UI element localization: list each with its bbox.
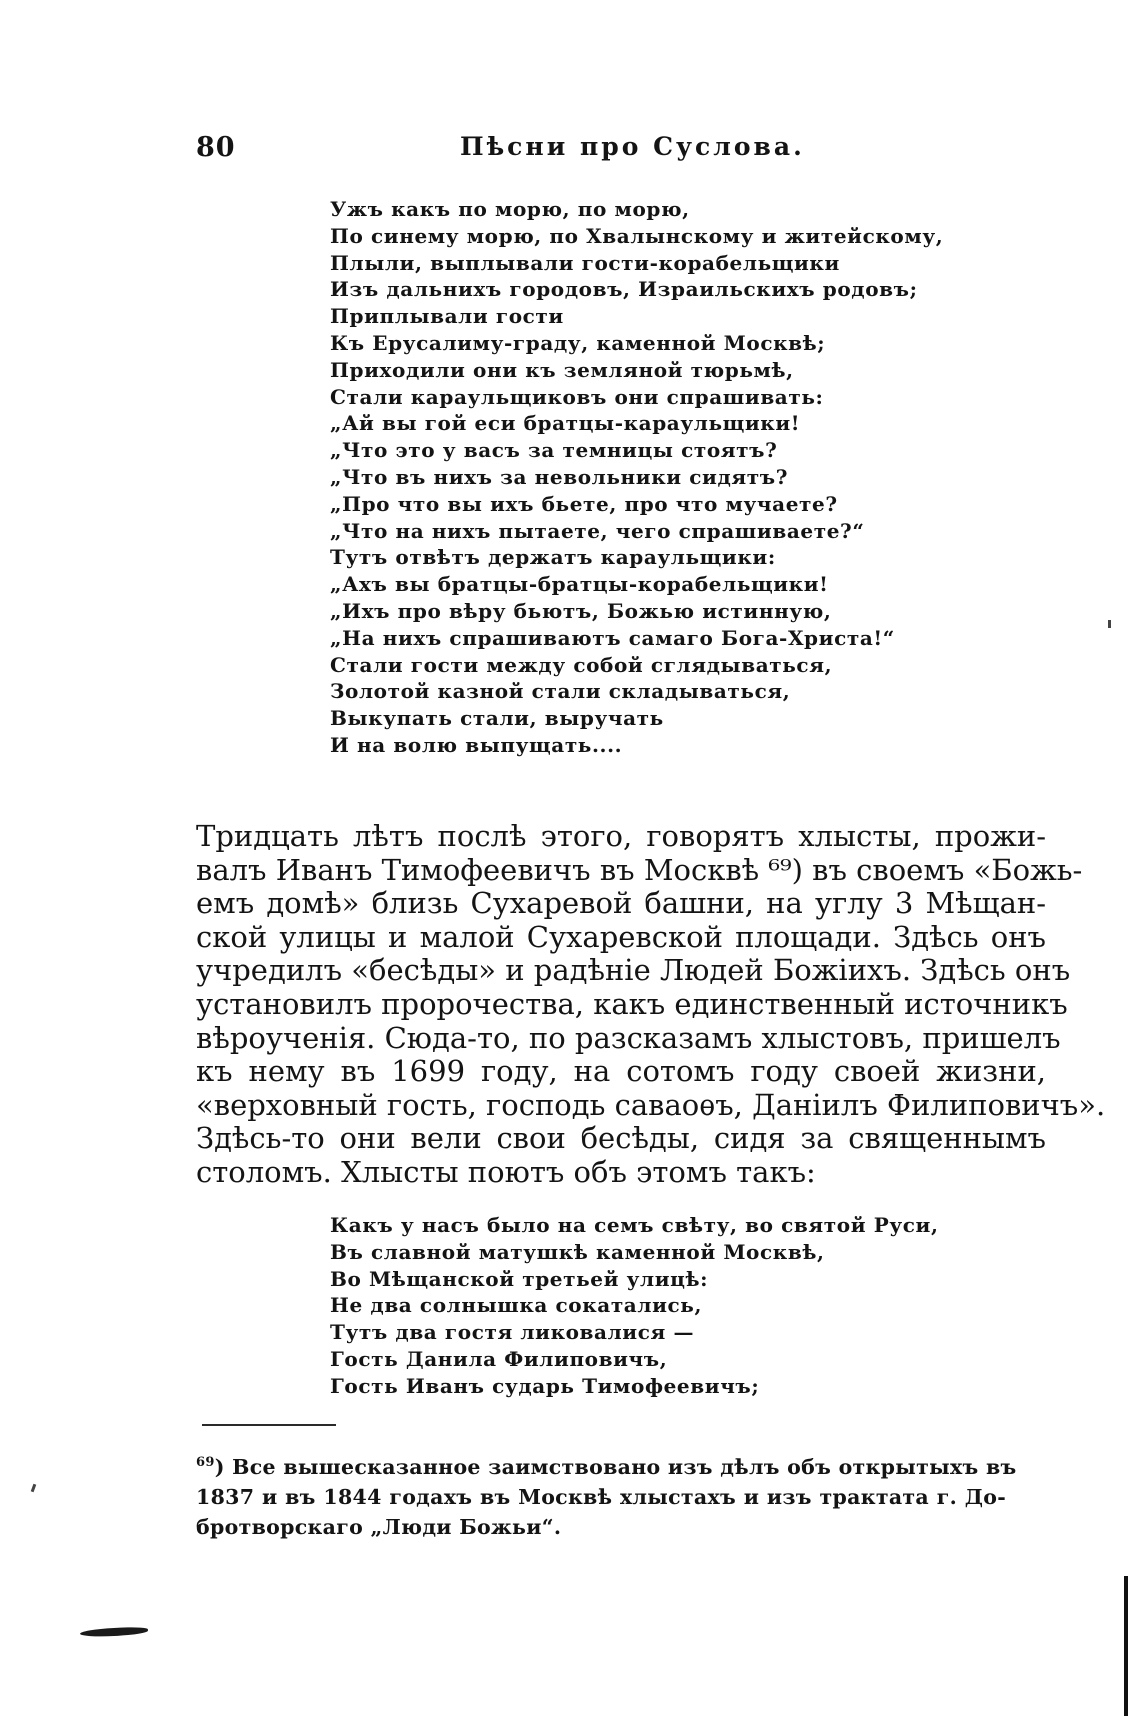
footnote-line [196,1452,1017,1482]
poem-line: Изъ дальнихъ городовъ, Израильскихъ родовъ; [330,277,918,302]
ink-smudge [80,1626,148,1638]
poem-line: Во Мѣщанской третьей улицѣ: [330,1266,709,1291]
poem-line: Стали гости между собой сглядываться, [330,652,833,677]
poem-line: Тутъ два гостя ликовалися — [330,1320,695,1345]
poem-line: „Что въ нихъ за невольники сидятъ? [330,464,789,489]
ink-speck [1108,620,1111,628]
poem-line: Стали караульщиковъ они спрашивать: [330,384,824,409]
poem-stanza-2 [330,1212,939,1400]
poem-line: Приходили они къ земляной тюрьмѣ, [330,357,794,382]
poem-line: „Что на нихъ пытаете, чего спрашиваете?“ [330,518,865,543]
footnote-divider [202,1424,336,1426]
poem-line: Выкупать стали, выручать [330,706,664,731]
paragraph-line: учредилъ «бесѣды» и радѣніе Людей Божіихъ. Здѣсь онъ [196,953,1071,988]
poem-line: Въ славной матушкѣ каменной Москвѣ, [330,1239,825,1264]
running-title: Пѣсни про Суслова. [460,132,805,161]
poem-line: „На нихъ спрашиваютъ самаго Бога-Христа!“ [330,625,895,650]
page-edge-shadow [1124,1576,1128,1716]
paragraph-line: вѣроученія. Сюда-то, по разсказамъ хлыстовъ, пришелъ [196,1020,1061,1055]
footnote-line: 1837 и въ 1844 годахъ въ Москвѣ хлыстахъ и изъ трактата г. До- [196,1485,1006,1509]
poem-line: „Что это у васъ за темницы стоятъ? [330,438,778,463]
poem-line: Гость Иванъ сударь Тимофеевичъ; [330,1373,760,1398]
paragraph-line: валъ Иванъ Тимофеевичъ въ Москвѣ ⁶⁹) въ своемъ «Божь- [196,852,1083,887]
paragraph-line: къ нему въ 1699 году, на сотомъ году своей жизни, [196,1054,1046,1089]
poem-line: Гость Данила Филиповичъ, [330,1346,668,1371]
poem-line: Не два солнышка сокатались, [330,1293,703,1318]
poem-line: Золотой казной стали складываться, [330,679,791,704]
footnote-line: бротворскаго „Люди Божьи“. [196,1515,562,1539]
poem-line: „Ахъ вы братцы-братцы-корабельщики! [330,572,829,597]
paragraph-line: «верховный гость, господь саваоѳъ, Даніилъ Филиповичъ». [196,1087,1106,1122]
poem-line: Какъ у насъ было на семъ свѣту, во святой Руси, [330,1213,939,1237]
footnote-marker: 69 [196,1455,215,1471]
poem-line: И на волю выпущать.... [330,732,623,757]
paragraph-line: ской улицы и малой Сухаревской площади. Здѣсь онъ [196,919,1046,954]
poem-line: „Ай вы гой еси братцы-караульщики! [330,411,801,436]
body-paragraph [196,819,1106,1190]
poem-line: Приплывали гости [330,304,564,329]
ink-speck [31,1484,37,1493]
paragraph-line: столомъ. Хлысты поютъ объ этомъ такъ: [196,1154,816,1189]
poem-line: Къ Ерусалиму-граду, каменной Москвѣ; [330,330,826,355]
paragraph-line: установилъ пророчества, какъ единственный источникъ [196,986,1068,1021]
poem-line: Плыли, выплывали гости-корабельщики [330,250,840,275]
paragraph-line: Здѣсь-то они вели свои бесѣды, сидя за священнымъ [196,1121,1046,1156]
poem-line: Ужъ какъ по морю, по морю, [330,197,690,221]
page-header [196,132,946,172]
poem-stanza-1 [330,196,943,759]
poem-line: По синему морю, по Хвалынскому и житейскому, [330,223,944,248]
paragraph-line: Тридцать лѣтъ послѣ этого, говорятъ хлысты, прожи- [196,819,1046,853]
footnote [196,1452,1017,1542]
footnote-text: ) Все вышесказанное заимствовано изъ дѣлъ объ открытыхъ въ [214,1455,1017,1479]
poem-line: „Про что вы ихъ бьете, про что мучаете? [330,491,838,516]
paragraph-line: емъ домѣ» близь Сухаревой башни, на углу 3 Мѣщан- [196,886,1046,921]
poem-line: Тутъ отвѣтъ держатъ караульщики: [330,545,776,570]
poem-line: „Ихъ про вѣру бьютъ, Божью истинную, [330,598,832,623]
page-number: 80 [196,132,236,163]
